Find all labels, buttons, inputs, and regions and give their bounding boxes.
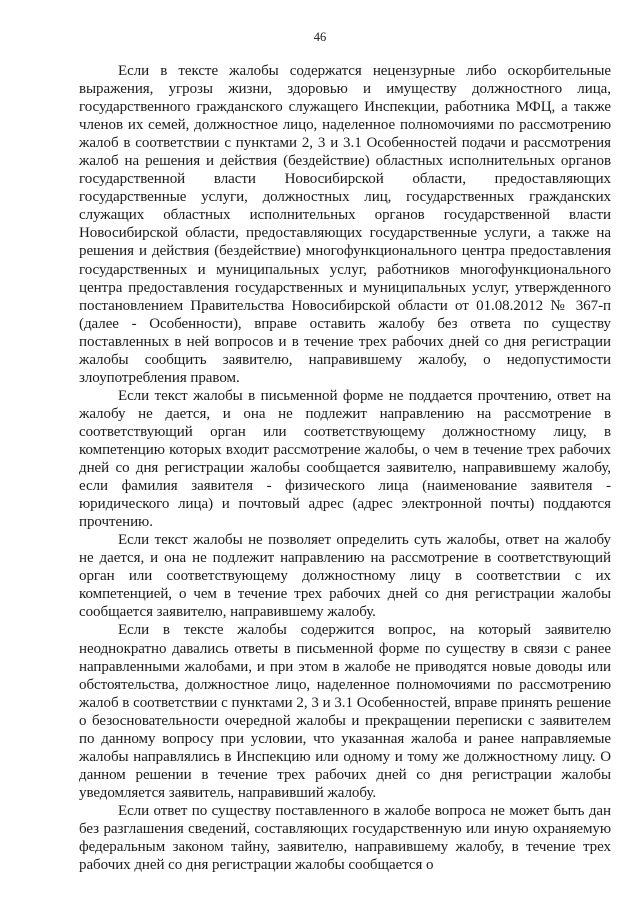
paragraph-illegible-text: Если текст жалобы в письменной форме не поддается прочтению, ответ на жалобу не дается, и она не подлежит направлению на рассмотрение в соответствующий орган или соответствующему должностному лицу, в компетенцию которых входит рассмотрение жалобы, о чем в течение трех рабочих дней со дня регистрации жалобы сообщается заявителю, направившему жалобу, если фамилия заявителя - физического лица (наименование заявителя - юридического лица) и почтовый адрес (адрес электронной почты) поддаются прочтению.	[79, 387, 611, 531]
paragraph-state-secret: Если ответ по существу поставленного в жалобе вопроса не может быть дан без разглашения сведений, составляющих государственную или иную охраняемую федеральным законом тайну, заявителю, направившему жалобу, в течение трех рабочих дней со дня регистрации жалобы сообщается о	[79, 802, 611, 874]
paragraph-obscene-language: Если в тексте жалобы содержатся нецензурные либо оскорбительные выражения, угрозы жизни, здоровью и имуществу должностного лица, государственного гражданского служащего Инспекции, работника МФЦ, а также членов их семей, должностное лицо, наделенное полномочиями по рассмотрению жалоб в соответствии с пунктами 2, 3 и 3.1 Особенностей подачи и рассмотрения жалоб на решения и действия (бездействие) областных исполнительных органов государственной власти Новосибирской области, предоставляющих государственные услуги, должностных лиц, государственных гражданских служащих областных исполнительных органов государственной власти Новосибирской области, предоставляющих государственные услуги, а также на решения и действия (бездействие) многофункционального центра предоставления государственных и муниципальных услуг, работников многофункционального центра предоставления государственных и муниципальных услуг, утвержденного постановлением Правительства Новосибирской области от 01.08.2012 № 367-п (далее - Особенности), вправе оставить жалобу без ответа по существу поставленных в ней вопросов и в течение трех рабочих дней со дня регистрации жалобы сообщить заявителю, направившему жалобу, о недопустимости злоупотребления правом.	[79, 63, 611, 386]
document-body	[79, 62, 611, 874]
paragraph-undeterminable-essence: Если текст жалобы не позволяет определить суть жалобы, ответ на жалобу не дается, и она не подлежит направлению на рассмотрение в соответствующий орган или соответствующему должностному лицу в соответствии с их компетенцией, о чем в течение трех рабочих дней со дня регистрации жалобы сообщается заявителю, направившему жалобу.	[79, 532, 611, 621]
paragraph-repeated-question: Если в тексте жалобы содержится вопрос, на который заявителю неоднократно давались ответы в письменной форме по существу в связи с ранее направленными жалобами, и при этом в жалобе не приводятся новые доводы или обстоятельства, должностное лицо, наделенное полномочиями по рассмотрению жалоб в соответствии с пунктами 2, 3 и 3.1 Особенностей, вправе принять решение о безосновательности очередной жалобы и прекращении переписки с заявителем по данному вопросу при условии, что указанная жалоба и ранее направляемые жалобы направлялись в Инспекцию или одному и тому же должностному лицу. О данном решении в течение трех рабочих дней со дня регистрации жалобы уведомляется заявитель, направивший жалобу.	[79, 622, 611, 801]
page-number: 46	[313, 30, 327, 44]
